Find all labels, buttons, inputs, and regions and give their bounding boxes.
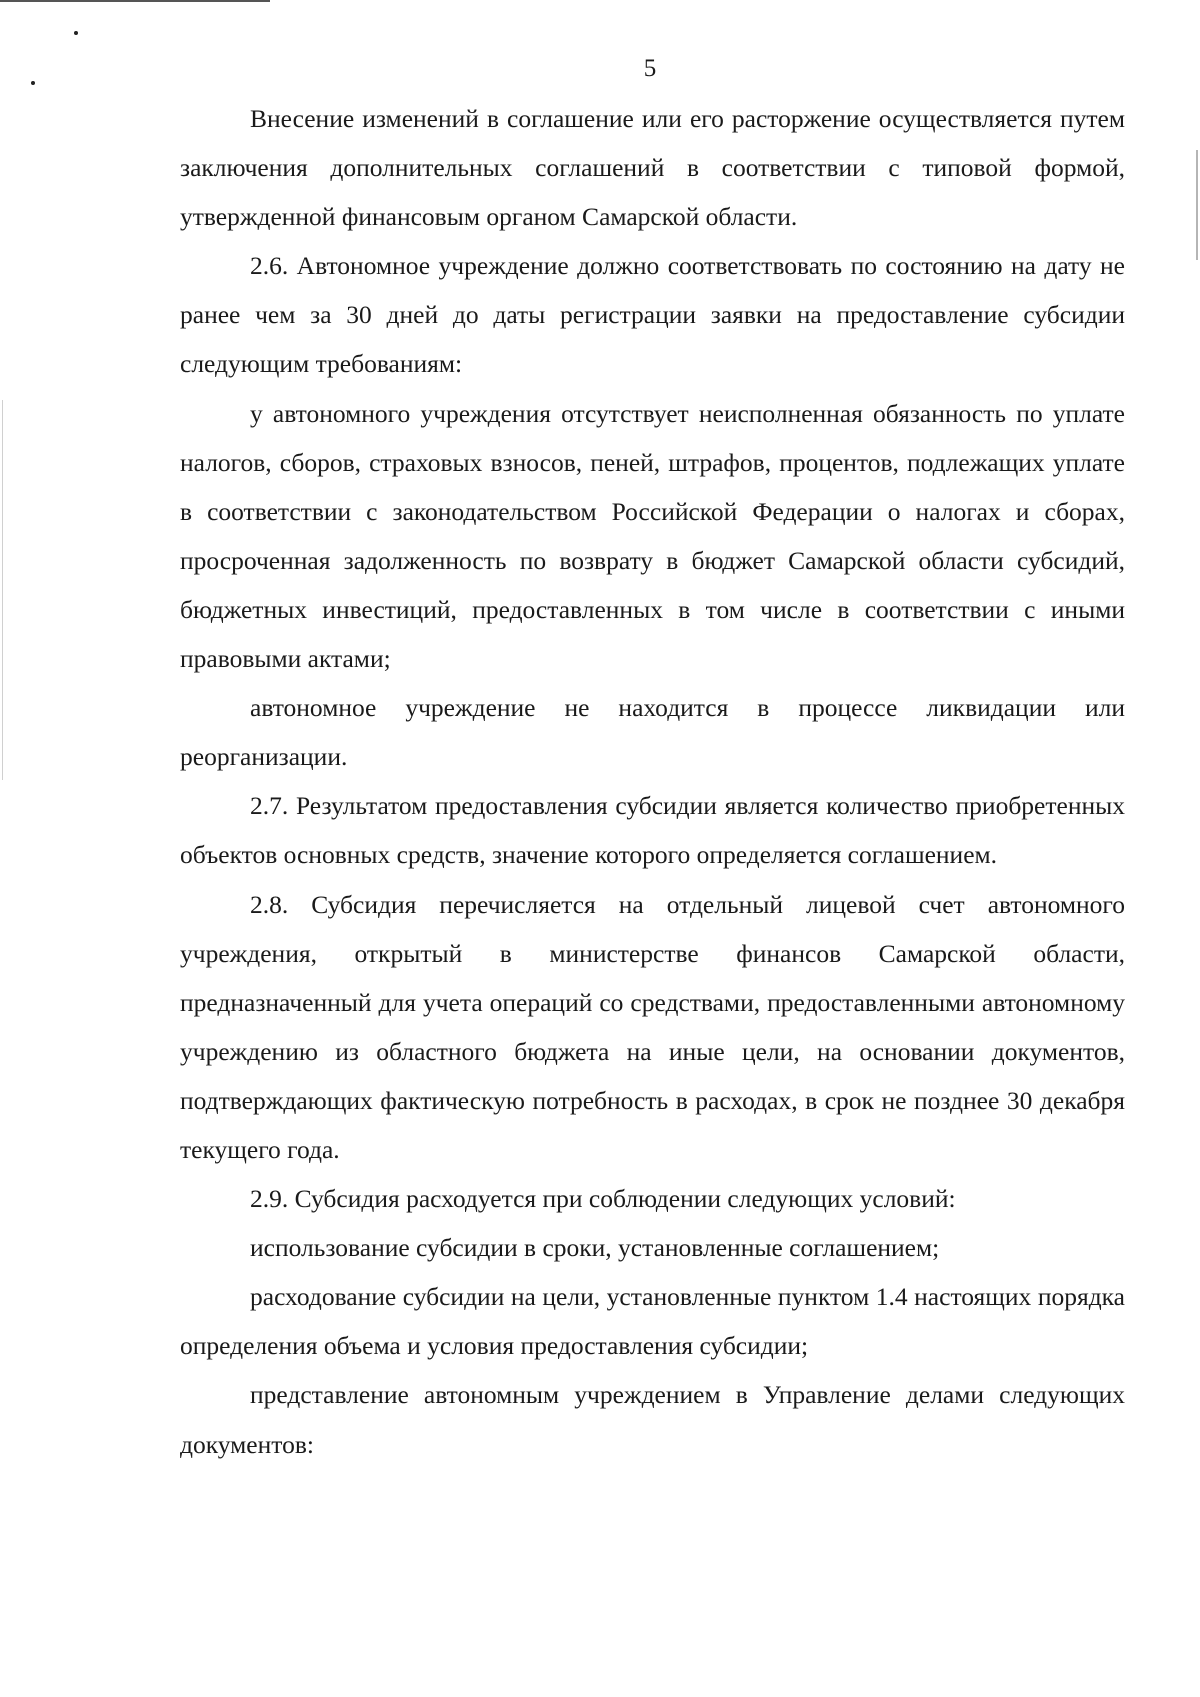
document-body (180, 94, 1125, 1469)
paragraph-usage-purposes: расходование субсидии на цели, установленные пунктом 1.4 настоящих порядка определения объема и условия предоставления субсидии; (180, 1282, 1125, 1361)
page-number: 5 (643, 55, 657, 82)
paragraph-2-8: 2.8. Субсидия перечисляется на отдельный лицевой счет автономного учреждения, открытый в министерстве финансов Самарской области, предназначенный для учета операций со средствами, предоставленными автономному учреждению из областного бюджета на иные цели, на основании документов, подтверждающих фактическую потребность в расходах, в срок не позднее 30 декабря текущего года. (180, 889, 1125, 1164)
paragraph-usage-terms: использование субсидии в сроки, установленные соглашением; (250, 1233, 940, 1263)
scan-right-edge-mark (1196, 150, 1198, 260)
paragraph-amendment: Внесение изменений в соглашение или его расторжение осуществляется путем заключения дополнительных соглашений в соответствии с типовой формой, утвержденной финансовым органом Самарской области. (180, 104, 1125, 232)
paragraph-2-6: 2.6. Автономное учреждение должно соответствовать по состоянию на дату не ранее чем за 30 дней до даты регистрации заявки на предоставление субсидии следующим требованиям: (180, 251, 1125, 379)
scan-left-edge-mark (2, 400, 3, 780)
scan-speck (74, 31, 78, 35)
paragraph-no-liquidation: автономное учреждение не находится в процессе ликвидации или реорганизации. (180, 693, 1125, 772)
paragraph-2-9: 2.9. Субсидия расходуется при соблюдении следующих условий: (250, 1184, 956, 1214)
paragraph-2-7: 2.7. Результатом предоставления субсидии является количество приобретенных объектов основных средств, значение которого определяется соглашением. (180, 791, 1125, 870)
paragraph-documents: представление автономным учреждением в Управление делами следующих документов: (180, 1380, 1125, 1459)
paragraph-no-tax-debt: у автономного учреждения отсутствует неисполненная обязанность по уплате налогов, сборов, страховых взносов, пеней, штрафов, процентов, подлежащих уплате в соответствии с законодательством Российской Федерации о налогах и сборах, просроченная задолженность по возврату в бюджет Самарской области субсидий, бюджетных инвестиций, предоставленных в том числе в соответствии с иными правовыми актами; (180, 398, 1125, 674)
scan-top-rule (0, 0, 270, 2)
